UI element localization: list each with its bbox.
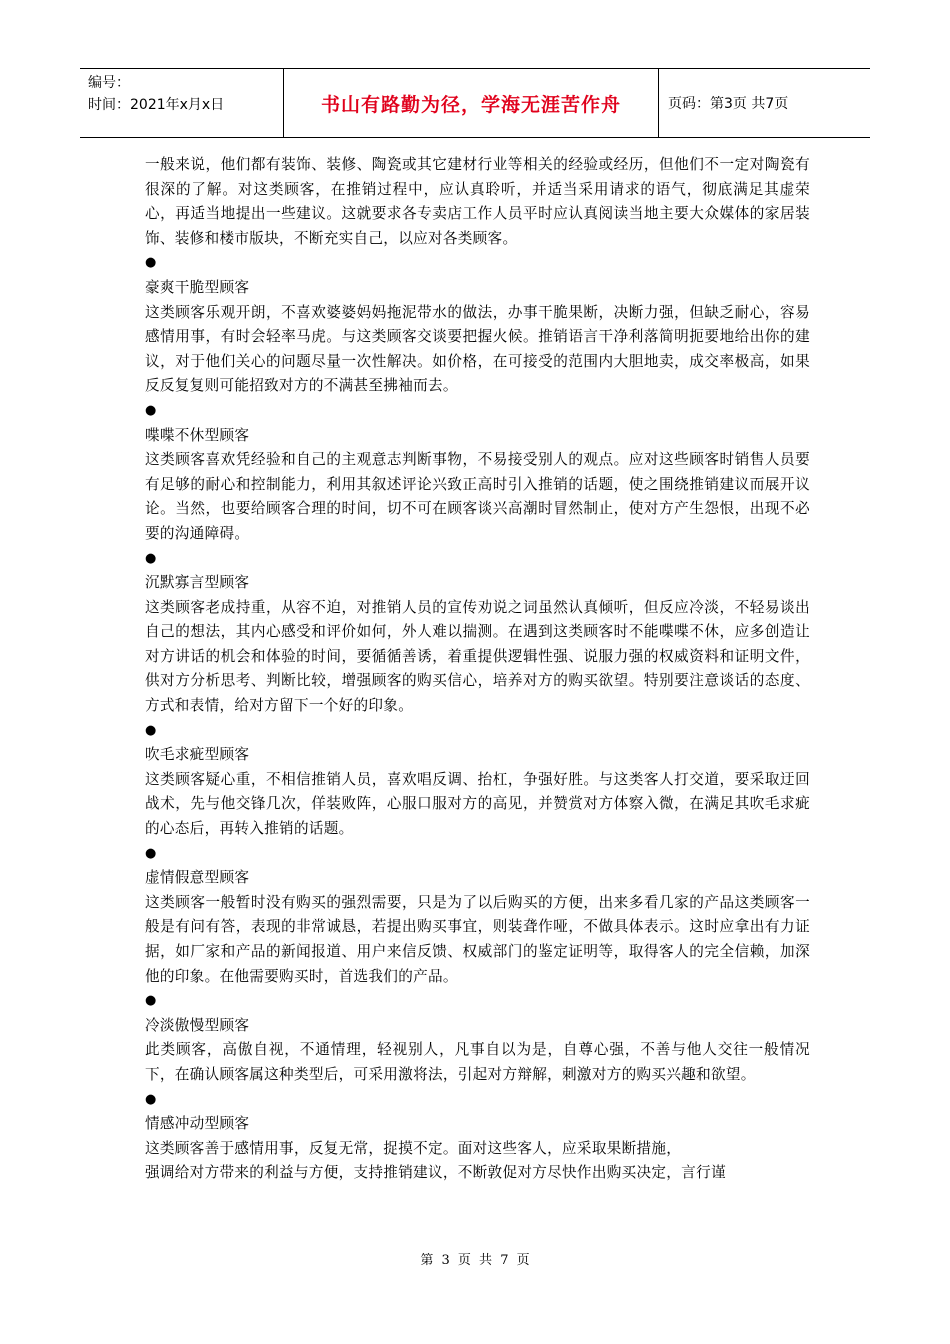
header-motto: 书山有路勤为径，学海无涯苦作舟 <box>320 93 621 116</box>
bullet-icon: ● <box>145 722 157 738</box>
header-meta <box>80 69 283 137</box>
section-paragraph: 这类顾客喜欢凭经验和自己的主观意志判断事物，不易接受别人的观点。应对这些顾客时销售人员要有足够的耐心和控制能力，利用其叙述评论兴致正高时引入推销的话题，使之围绕推销建议而展开议论。当然，也要给顾客合理的时间，切不可在顾客谈兴高潮时冒然制止，使对方产生怨恨，出现不必要的沟通障碍。 <box>145 451 810 542</box>
section-paragraph: 这类顾客乐观开朗，不喜欢婆婆妈妈拖泥带水的做法，办事干脆果断，决断力强，但缺乏耐心，容易感情用事，有时会轻率马虎。与这类顾客交谈要把握火候。推销语言干净利落简明扼要地给出你的建议，对于他们关心的问题尽量一次性解决。如价格，在可接受的范围内大胆地卖，成交率极高，如果反反复复则可能招致对方的不满甚至拂袖而去。 <box>145 303 810 395</box>
section-paragraph: 这类顾客一般暂时没有购买的强烈需要，只是为了以后购买的方便，出来多看几家的产品这类顾客一般是有问有答，表现的非常诚恳，若提出购买事宜，则装聋作哑，不做具体表示。这时应拿出有力证据，如厂家和产品的新闻报道、用户来信反馈、权威部门的鉴定证明等，取得客人的完全信赖，加深他的印象。在他需要购买时，首选我们的产品。 <box>145 893 810 985</box>
section-paragraph: 这类顾客善于感情用事，反复无常，捉摸不定。面对这些客人，应采取果断措施， <box>145 1139 682 1157</box>
section-heading: 冷淡傲慢型顾客 <box>145 1016 250 1034</box>
document-body <box>145 153 810 1186</box>
bullet-icon: ● <box>145 1091 157 1107</box>
section-paragraph-continued: 强调给对方带来的利益与方便，支持推销建议，不断敦促对方尽快作出购买决定，言行谨 <box>145 1164 726 1182</box>
bullet-icon: ● <box>145 550 157 566</box>
intro-paragraph: 一般来说，他们都有装饰、装修、陶瓷或其它建材行业等相关的经验或经历，但他们不一定对陶瓷有很深的了解。对这类顾客，在推销过程中，应认真聆听，并适当采用请求的语气，彻底满足其虚荣心，再适当地提出一些建议。这就要求各专卖店工作人员平时应认真阅读当地主要大众媒体的家居装饰、装修和楼市版块，不断充实自己，以应对各类顾客。 <box>145 156 810 247</box>
document-date: 时间：2021年x月x日 <box>88 97 225 113</box>
header-page-info: 页码：第3页 共7页 <box>668 96 789 112</box>
section-heading: 喋喋不休型顾客 <box>145 426 250 444</box>
section-paragraph: 这类顾客老成持重，从容不迫，对推销人员的宣传劝说之词虽然认真倾听，但反应冷淡，不轻易谈出自己的想法，其内心感受和评价如何，外人难以揣测。在遇到这类顾客时不能喋喋不休，应多创造让对方讲话的机会和体验的时间，要循循善诱，着重提供逻辑性强、说服力强的权威资料和证明文件，供对方分析思考、判断比较，增强顾客的购买信心，培养对方的购买欲望。特别要注意谈话的态度、方式和表情，给对方留下一个好的印象。 <box>145 598 810 715</box>
section-heading: 豪爽干脆型顾客 <box>145 278 250 296</box>
bullet-icon: ● <box>145 255 157 271</box>
section-paragraph: 这类顾客疑心重，不相信推销人员，喜欢唱反调、抬杠，争强好胜。与这类客人打交道，要采取迂回战术，先与他交锋几次，佯装败阵，心服口服对方的高见，并赞赏对方体察入微，在满足其吹毛求疵的心态后，再转入推销的话题。 <box>145 770 810 838</box>
section-paragraph: 此类顾客，高傲自视，不通情理，轻视别人，凡事自以为是，自尊心强，不善与他人交往一般情况下，在确认顾客属这种类型后，可采用激将法，引起对方辩解，刺激对方的购买兴趣和欲望。 <box>145 1041 810 1083</box>
bullet-icon: ● <box>145 845 157 861</box>
page-footer: 第 3 页 共 7 页 <box>420 1253 530 1268</box>
section-heading: 吹毛求疵型顾客 <box>145 746 250 764</box>
document-number-label: 编号： <box>88 75 130 91</box>
bullet-icon: ● <box>145 402 157 418</box>
bullet-icon: ● <box>145 993 157 1009</box>
page-header <box>80 68 870 138</box>
section-heading: 情感冲动型顾客 <box>145 1115 250 1133</box>
header-motto-cell <box>283 69 659 137</box>
section-heading: 沉默寡言型顾客 <box>145 574 250 592</box>
section-heading: 虚情假意型顾客 <box>145 869 250 887</box>
